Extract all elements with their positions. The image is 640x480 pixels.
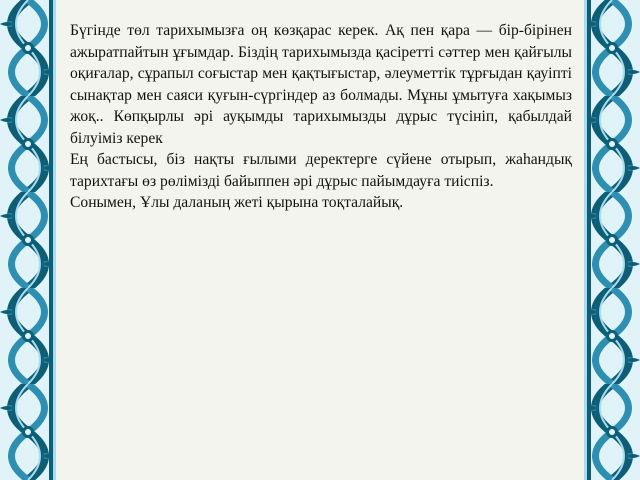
ornament-border-icon: [584, 0, 640, 480]
paragraph-1: Бүгінде төл тарихымызға оң көзқарас керек. Ақ пен қара — бір-бірінен ажыратпайтын ұғымдар. Біздің тарихымызда қасіретті сәттер мен қайғылы оқиғалар, сұрапыл соғыстар мен қақтығыстар, әлеуметтік тұрғыдан қауіпті сынақтар мен саяси қуғын-сүргіндер аз болмады. Мұны ұмытуға хақымыз жоқ.. Көпқырлы әрі ауқымды тарихымызды дұрыс түсініп, қабылдай білуіміз керек: [70, 22, 572, 147]
ornament-border-icon: [0, 0, 56, 480]
left-ornament-border: [0, 0, 56, 480]
paragraph-2: Ең бастысы, біз нақты ғылыми деректерге сүйене отырып, жаһандық тарихтағы өз рөлімізді байыппен әрі дұрыс пайымдауға тиіспіз.: [70, 151, 572, 190]
text-body: [70, 20, 572, 214]
right-ornament-border: [584, 0, 640, 480]
paragraph-3: Сонымен, Ұлы даланың жеті қырына тоқталайық.: [70, 194, 404, 211]
